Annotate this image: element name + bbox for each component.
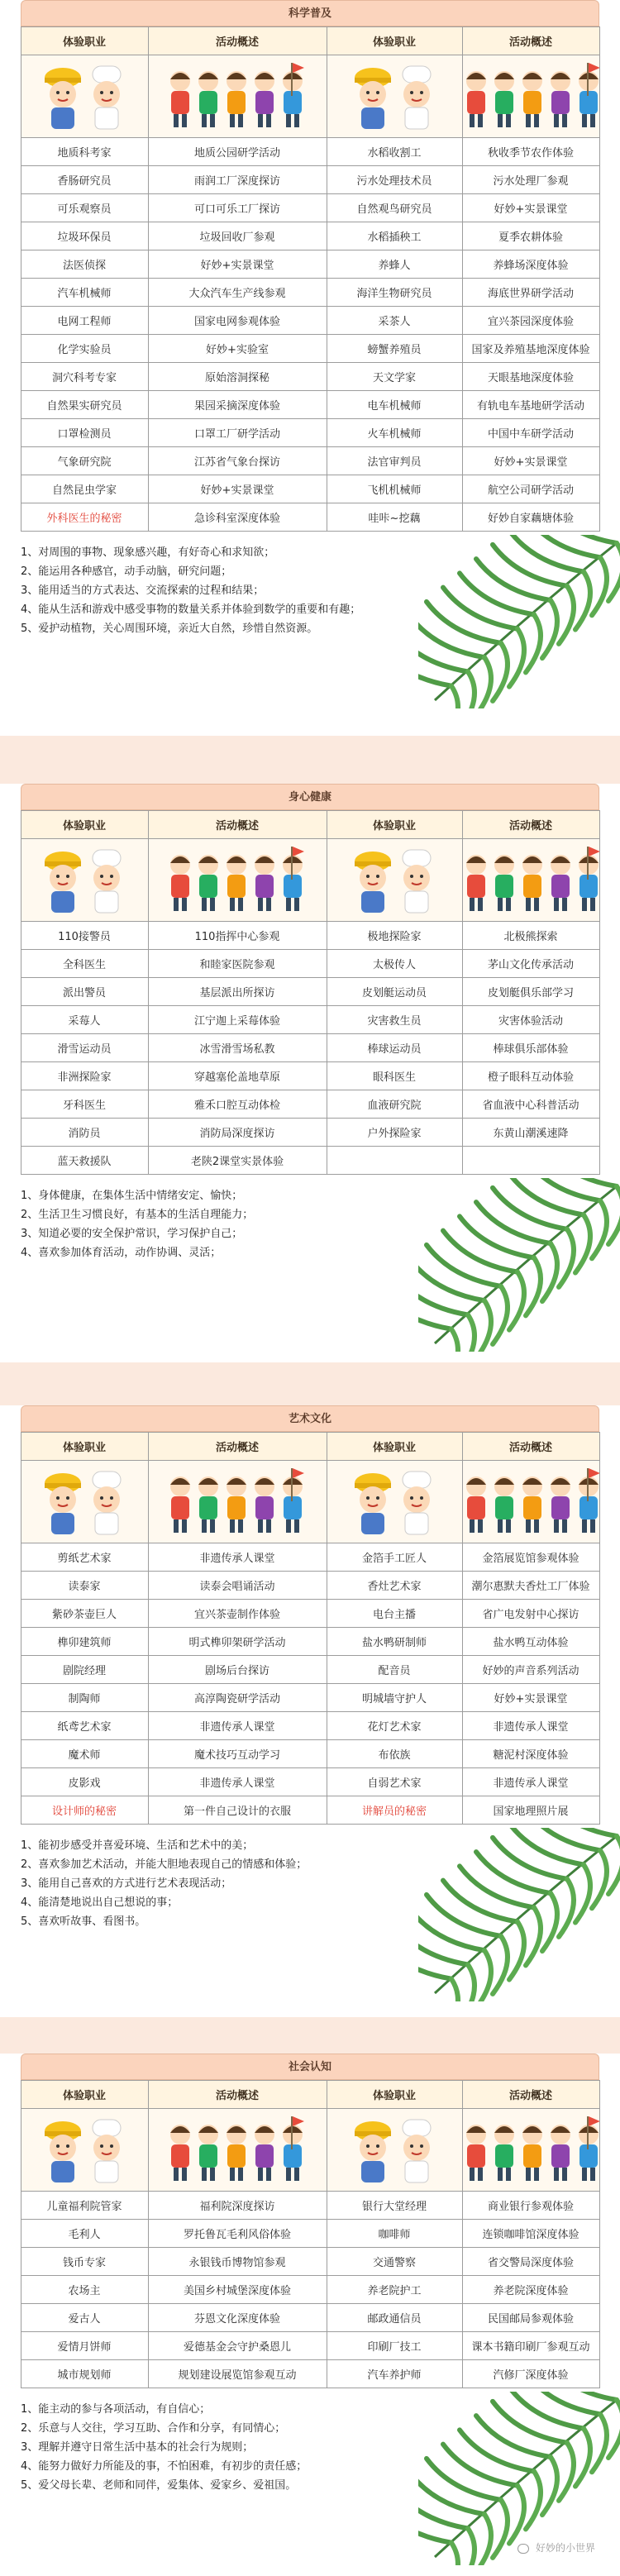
table-row [21,1684,599,1712]
table-row [21,1006,599,1034]
table-row [21,2304,599,2332]
activity-cell: 规划建设展览馆参观互动 [148,2360,327,2388]
section-science [0,0,620,736]
header-cell: 活动概述 [462,2081,599,2109]
job-cell: 农场主 [21,2276,148,2304]
job-cell: 化学实验员 [21,335,148,363]
workers-illustration [21,1461,148,1543]
workers-illustration [327,2109,462,2192]
activity-cell: 好妙+实景课堂 [148,250,327,279]
job-cell: 养老院护工 [327,2276,462,2304]
activity-table [21,2080,600,2388]
job-cell: 消防员 [21,1119,148,1147]
activity-cell: 污水处理厂参观 [462,166,599,194]
job-cell: 爱情月饼师 [21,2332,148,2360]
palm-leaf-decoration [418,535,620,712]
section-title: 社会认知 [21,2054,599,2080]
job-cell: 垃圾环保员 [21,222,148,250]
section-title: 艺术文化 [21,1405,599,1432]
job-cell: 配音员 [327,1656,462,1684]
job-cell: 咖啡师 [327,2220,462,2248]
job-cell: 自然观鸟研究员 [327,194,462,222]
activity-cell: 好妙+实景课堂 [462,447,599,475]
table-row [21,978,599,1006]
job-cell: 水稻收割工 [327,138,462,166]
table-row [21,222,599,250]
job-cell: 外科医生的秘密 [21,503,148,532]
job-cell: 汽车养护师 [327,2360,462,2388]
job-cell: 魔术师 [21,1740,148,1768]
activity-cell: 民国邮局参观体验 [462,2304,599,2332]
activity-cell: 橙子眼科互动体验 [462,1062,599,1090]
activity-cell: 夏季农耕体验 [462,222,599,250]
activity-cell: 省广电发射中心探访 [462,1600,599,1628]
activity-cell: 原始溶洞探秘 [148,363,327,391]
job-cell: 洞穴科考专家 [21,363,148,391]
job-cell: 灾害救生员 [327,1006,462,1034]
job-cell: 太极传人 [327,950,462,978]
job-cell: 读泰家 [21,1572,148,1600]
goal-item: 5、喜欢听故事、看图书。 [21,1915,146,1928]
header-cell: 体验职业 [327,27,462,55]
job-cell: 皮划艇运动员 [327,978,462,1006]
header-cell: 活动概述 [148,2081,327,2109]
table-row [21,447,599,475]
table-row [21,2248,599,2276]
activity-cell [462,1147,599,1175]
job-cell: 气象研究院 [21,447,148,475]
activity-cell: 非遗传承人课堂 [148,1768,327,1796]
activity-cell: 茅山文化传承活动 [462,950,599,978]
table-row [21,335,599,363]
goal-item: 4、喜欢参加体育活动，动作协调、灵活； [21,1247,222,1259]
table-row [21,1768,599,1796]
table-row [21,363,599,391]
activity-cell: 天眼基地深度体验 [462,363,599,391]
palm-leaf-decoration [418,2392,620,2569]
goal-item: 2、喜欢参加艺术活动，并能大胆地表现自己的情感和体验； [21,1858,308,1871]
table-row [21,250,599,279]
activity-cell: 110指挥中心参观 [148,922,327,950]
table-row [21,194,599,222]
table-row [21,2192,599,2220]
header-cell: 活动概述 [462,1433,599,1461]
job-cell: 布依族 [327,1740,462,1768]
activity-cell: 爱德基金会守护桑恩儿 [148,2332,327,2360]
job-cell: 牙科医生 [21,1090,148,1119]
job-cell: 血液研究院 [327,1090,462,1119]
activity-cell: 宜兴茶壶制作体验 [148,1600,327,1628]
activity-cell: 潮尔惠默夫香灶工厂体验 [462,1572,599,1600]
activity-cell: 垃圾回收厂参观 [148,222,327,250]
header-cell: 体验职业 [21,1433,148,1461]
job-cell: 香灶艺术家 [327,1572,462,1600]
table-row [21,1628,599,1656]
goal-item: 2、生活卫生习惯良好，有基本的生活自理能力； [21,1209,254,1221]
table-row [21,2220,599,2248]
activity-cell: 冰雪滑雪场私教 [148,1034,327,1062]
activity-table [21,1432,600,1825]
table-row [21,138,599,166]
workers-illustration [327,1461,462,1543]
table-row [21,279,599,307]
job-cell: 法医侦探 [21,250,148,279]
job-cell: 剧院经理 [21,1656,148,1684]
job-cell: 银行大堂经理 [327,2192,462,2220]
activity-cell: 好妙+实景课堂 [462,194,599,222]
watermark-text: 好妙的小世界 [535,2542,595,2554]
table-row [21,1572,599,1600]
table-body [21,839,599,1175]
activity-cell: 宜兴茶园深度体验 [462,307,599,335]
activity-cell: 雨润工厂深度探访 [148,166,327,194]
kids-illustration [462,55,599,138]
activity-table [21,26,600,532]
section-title: 科学普及 [21,0,599,26]
activity-cell: 秋收季节农作体验 [462,138,599,166]
goal-item: 1、能主动的参与各项活动，有自信心； [21,2403,211,2416]
workers-illustration [21,839,148,922]
activity-cell: 江宁迦上采莓体验 [148,1006,327,1034]
header-cell: 体验职业 [21,811,148,839]
table-row [21,1796,599,1825]
activity-cell: 可口可乐工厂探访 [148,194,327,222]
job-cell: 口罩检测员 [21,419,148,447]
activity-cell: 基层派出所探访 [148,978,327,1006]
table-row [21,1090,599,1119]
goal-item: 3、理解并遵守日常生活中基本的社会行为规则； [21,2441,254,2454]
activity-cell: 非遗传承人课堂 [148,1712,327,1740]
header-cell: 体验职业 [21,27,148,55]
header-row [21,27,599,55]
header-row [21,811,599,839]
activity-table [21,810,600,1175]
table-row [21,1543,599,1572]
activity-cell: 养老院深度体验 [462,2276,599,2304]
activity-cell: 读泰会唱诵活动 [148,1572,327,1600]
activity-cell: 江苏省气象台探访 [148,447,327,475]
table-row [21,503,599,532]
table-row [21,307,599,335]
kids-illustration [462,839,599,922]
goal-item: 1、对周围的事物、现象感兴趣，有好奇心和求知欲； [21,546,275,559]
header-cell: 体验职业 [327,811,462,839]
job-cell: 儿童福利院管家 [21,2192,148,2220]
activity-cell: 福利院深度探访 [148,2192,327,2220]
job-cell: 香肠研究员 [21,166,148,194]
table-row [21,1712,599,1740]
activity-cell: 和睦家医院参观 [148,950,327,978]
job-cell: 邮政通信员 [327,2304,462,2332]
job-cell: 电网工程师 [21,307,148,335]
kids-illustration [148,55,327,138]
workers-illustration [21,55,148,138]
job-cell: 采茶人 [327,307,462,335]
activity-cell: 航空公司研学活动 [462,475,599,503]
section-art [0,1405,620,2017]
activity-cell: 急诊科室深度体验 [148,503,327,532]
table-row [21,1147,599,1175]
job-cell: 地质科考家 [21,138,148,166]
header-cell: 活动概述 [148,27,327,55]
job-cell: 紫砂茶壶巨人 [21,1600,148,1628]
job-cell: 天文学家 [327,363,462,391]
header-cell: 体验职业 [327,1433,462,1461]
illustration-row [21,839,599,922]
goal-item: 3、能用适当的方式表达、交流探索的过程和结果； [21,584,265,597]
job-cell: 毛利人 [21,2220,148,2248]
job-cell: 养蜂人 [327,250,462,279]
job-cell: 自然昆虫学家 [21,475,148,503]
table-row [21,2276,599,2304]
job-cell: 自弱艺术家 [327,1768,462,1796]
job-cell: 哇咔~挖藕 [327,503,462,532]
table-row [21,166,599,194]
activity-cell: 汽修厂深度体验 [462,2360,599,2388]
job-cell: 爱古人 [21,2304,148,2332]
kids-illustration [148,839,327,922]
activity-cell: 有轨电车基地研学活动 [462,391,599,419]
activity-cell: 灾害体验活动 [462,1006,599,1034]
header-row [21,1433,599,1461]
activity-cell: 剧场后台探访 [148,1656,327,1684]
job-cell: 金箔手工匠人 [327,1543,462,1572]
activity-cell: 美国乡村城堡深度体验 [148,2276,327,2304]
activity-cell: 雅禾口腔互动体检 [148,1090,327,1119]
illustration-row [21,1461,599,1543]
table-row [21,922,599,950]
job-cell: 眼科医生 [327,1062,462,1090]
job-cell: 汽车机械师 [21,279,148,307]
job-cell: 花灯艺术家 [327,1712,462,1740]
job-cell: 榫卯建筑师 [21,1628,148,1656]
activity-cell: 棒球俱乐部体验 [462,1034,599,1062]
activity-cell: 养蜂场深度体验 [462,250,599,279]
table-row [21,1034,599,1062]
job-cell [327,1147,462,1175]
activity-cell: 糖泥村深度体验 [462,1740,599,1768]
activity-cell: 老陕2课堂实景体验 [148,1147,327,1175]
table-body [21,1461,599,1825]
job-cell: 钱币专家 [21,2248,148,2276]
kids-illustration [462,2109,599,2192]
table-body [21,55,599,532]
header-cell: 体验职业 [21,2081,148,2109]
activity-cell: 永银钱币博物馆参观 [148,2248,327,2276]
workers-illustration [21,2109,148,2192]
workers-illustration [327,55,462,138]
activity-cell: 罗托鲁瓦毛利风俗体验 [148,2220,327,2248]
table-row [21,1062,599,1090]
activity-cell: 商业银行参观体验 [462,2192,599,2220]
activity-cell: 魔术技巧互动学习 [148,1740,327,1768]
activity-cell: 非遗传承人课堂 [462,1768,599,1796]
job-cell: 皮影戏 [21,1768,148,1796]
job-cell: 派出警员 [21,978,148,1006]
activity-cell: 省交警局深度体验 [462,2248,599,2276]
activity-cell: 好妙自家藕塘体验 [462,503,599,532]
job-cell: 螃蟹养殖员 [327,335,462,363]
job-cell: 城市规划师 [21,2360,148,2388]
activity-cell: 盐水鸭互动体验 [462,1628,599,1656]
activity-cell: 非遗传承人课堂 [462,1712,599,1740]
goal-item: 1、能初步感受并喜爱环境、生活和艺术中的美； [21,1839,254,1852]
header-cell: 体验职业 [327,2081,462,2109]
activity-cell: 中国中车研学活动 [462,419,599,447]
table-row [21,2360,599,2388]
job-cell: 水稻插秧工 [327,222,462,250]
illustration-row [21,55,599,138]
activity-cell: 连锁咖啡馆深度体验 [462,2220,599,2248]
activity-cell: 地质公园研学活动 [148,138,327,166]
goal-item: 1、身体健康，在集体生活中情绪安定、愉快； [21,1190,243,1202]
job-cell: 飞机机械师 [327,475,462,503]
header-row [21,2081,599,2109]
illustration-row [21,2109,599,2192]
activity-cell: 果园采摘深度体验 [148,391,327,419]
activity-cell: 好妙+实验室 [148,335,327,363]
activity-cell: 口罩工厂研学活动 [148,419,327,447]
job-cell: 采莓人 [21,1006,148,1034]
job-cell: 纸鸢艺术家 [21,1712,148,1740]
palm-leaf-decoration [418,1178,620,1355]
section-title: 身心健康 [21,784,599,810]
job-cell: 110接警员 [21,922,148,950]
activity-cell: 国家地理照片展 [462,1796,599,1825]
job-cell: 极地探险家 [327,922,462,950]
header-cell: 活动概述 [462,27,599,55]
job-cell: 明城墙守护人 [327,1684,462,1712]
section-society [0,2054,620,2576]
table-row [21,2332,599,2360]
activity-cell: 国家电网参观体验 [148,307,327,335]
section-health [0,784,620,1362]
table-row [21,1119,599,1147]
table-row [21,391,599,419]
goal-item: 5、爱父母长辈、老师和同伴，爱集体、爱家乡、爱祖国。 [21,2479,297,2492]
job-cell: 电车机械师 [327,391,462,419]
job-cell: 污水处理技术员 [327,166,462,194]
job-cell: 滑雪运动员 [21,1034,148,1062]
table-row [21,950,599,978]
job-cell: 可乐观察员 [21,194,148,222]
job-cell: 讲解员的秘密 [327,1796,462,1825]
activity-cell: 芬恩文化深度体验 [148,2304,327,2332]
job-cell: 法官审判员 [327,447,462,475]
goal-item: 2、乐意与人交往，学习互助、合作和分享，有同情心； [21,2422,286,2435]
activity-cell: 皮划艇俱乐部学习 [462,978,599,1006]
palm-leaf-decoration [418,1828,620,2005]
activity-cell: 课本书籍印刷厂参观互动 [462,2332,599,2360]
activity-cell: 穿越塞伦盖地草原 [148,1062,327,1090]
header-cell: 活动概述 [148,811,327,839]
kids-illustration [462,1461,599,1543]
goal-item: 3、知道必要的安全保护常识，学习保护自己； [21,1228,243,1240]
activity-cell: 非遗传承人课堂 [148,1543,327,1572]
activity-cell: 海底世界研学活动 [462,279,599,307]
activity-cell: 好妙的声音系列活动 [462,1656,599,1684]
table-row [21,419,599,447]
goal-item: 4、能从生活和游戏中感受事物的数量关系并体验到数学的重要和有趣； [21,603,361,616]
goal-item: 5、爱护动植物，关心周围环境，亲近大自然，珍惜自然资源。 [21,623,318,635]
table-row [21,1600,599,1628]
job-cell: 棒球运动员 [327,1034,462,1062]
job-cell: 盐水鸭研制师 [327,1628,462,1656]
activity-cell: 金箔展览馆参观体验 [462,1543,599,1572]
activity-cell: 国家及养殖基地深度体验 [462,335,599,363]
job-cell: 电台主播 [327,1600,462,1628]
job-cell: 海洋生物研究员 [327,279,462,307]
kids-illustration [148,2109,327,2192]
job-cell: 剪纸艺术家 [21,1543,148,1572]
activity-cell: 大众汽车生产线参观 [148,279,327,307]
table-row [21,1740,599,1768]
job-cell: 设计师的秘密 [21,1796,148,1825]
activity-cell: 北极熊探索 [462,922,599,950]
job-cell: 制陶师 [21,1684,148,1712]
table-body [21,2109,599,2388]
activity-cell: 好妙+实景课堂 [148,475,327,503]
goal-item: 4、能努力做好力所能及的事，不怕困难，有初步的责任感； [21,2460,308,2473]
activity-cell: 第一件自己设计的衣服 [148,1796,327,1825]
job-cell: 非洲探险家 [21,1062,148,1090]
kids-illustration [148,1461,327,1543]
header-cell: 活动概述 [148,1433,327,1461]
job-cell: 户外探险家 [327,1119,462,1147]
workers-illustration [327,839,462,922]
goal-item: 3、能用自己喜欢的方式进行艺术表现活动； [21,1877,232,1890]
job-cell: 印刷厂技工 [327,2332,462,2360]
goal-item: 2、能运用各种感官，动手动脑，研究问题； [21,565,232,578]
header-cell: 活动概述 [462,811,599,839]
job-cell: 全科医生 [21,950,148,978]
activity-cell: 省血液中心科普活动 [462,1090,599,1119]
activity-cell: 消防局深度探访 [148,1119,327,1147]
goal-item: 4、能清楚地说出自己想说的事； [21,1896,179,1909]
table-row [21,1656,599,1684]
activity-cell: 高淳陶瓷研学活动 [148,1684,327,1712]
table-row [21,475,599,503]
activity-cell: 明式榫卯架研学活动 [148,1628,327,1656]
job-cell: 蓝天救援队 [21,1147,148,1175]
job-cell: 自然果实研究员 [21,391,148,419]
activity-cell: 东黄山潮溪速降 [462,1119,599,1147]
activity-cell: 好妙+实景课堂 [462,1684,599,1712]
job-cell: 火车机械师 [327,419,462,447]
job-cell: 交通警察 [327,2248,462,2276]
